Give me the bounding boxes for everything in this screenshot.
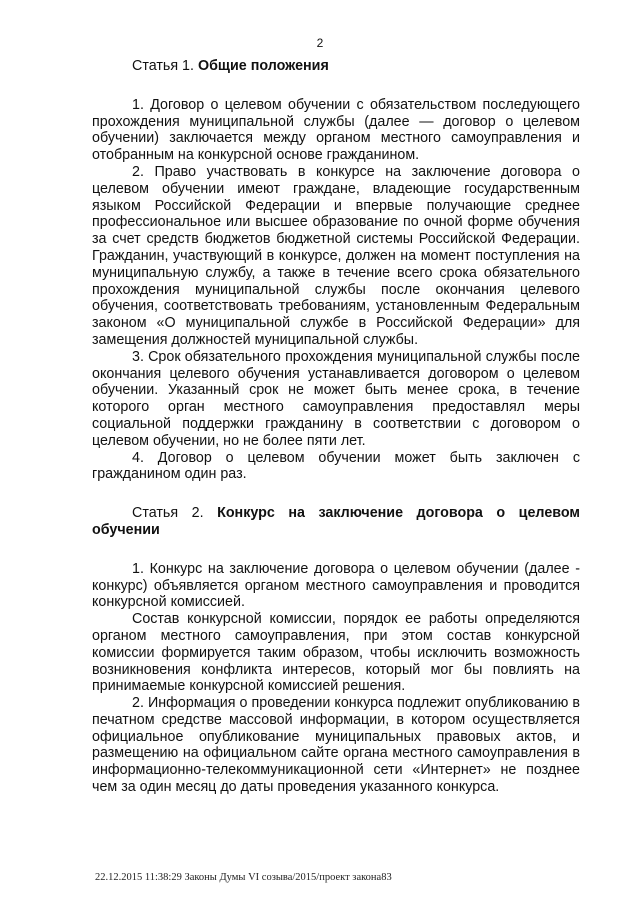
article-2-paragraph-1: 1. Конкурс на заключение договора о целевом обучении (далее - конкурс) объявляется органом местного самоуправления и проводится конкурсной комиссией. bbox=[92, 560, 580, 611]
page-number: 2 bbox=[316, 36, 324, 50]
article-2-paragraph-3: 2. Информация о проведении конкурса подлежит опубликованию в печатном средстве массовой информации, в котором осуществляется официальное опубликование муниципальных правовых актов, и размещению на официальном сайте органа местного самоуправления в информационно-телекоммуникационной сети «Интернет» не позднее чем за один месяц до даты проведения указанного конкурса. bbox=[92, 695, 580, 796]
article-2-paragraph-2: Состав конкурсной комиссии, порядок ее работы определяются органом местного самоуправления, при этом состав конкурсной комиссии формируется таким образом, чтобы исключить возможность возникновения конфликта интересов, который мог бы повлиять на принимаемые конкурсной комиссией решения. bbox=[92, 611, 580, 695]
article-1-paragraph-3: 3. Срок обязательного прохождения муниципальной службы после окончания целевого обучения устанавливается договором о целевом обучении. Указанный срок не может быть менее срока, в течение которого орган местного самоуправления предоставлял меры социальной поддержки гражданину в соответствии с договором о целевом обучении, но не более пяти лет. bbox=[92, 348, 580, 449]
document-footer: 22.12.2015 11:38:29 Законы Думы VI созыва/2015/проект закона83 bbox=[95, 872, 392, 883]
article-1-paragraph-2: 2. Право участвовать в конкурсе на заключение договора о целевом обучении имеют граждане, владеющие государственным языком Российской Федерации и впервые получающие среднее профессиональное или высшее образование по очной форме обучения за счет средств бюджетов бюджетной системы Российской Федерации. Гражданин, участвующий в конкурсе, должен на момент поступления на муниципальную службу, а также в течение всего срока обязательного прохождения муниципальной службы после окончания целевого обучения, соответствовать требованиям, установленным Федеральным законом «О муниципальной службе в Российской Федерации» для замещения должностей муниципальной службы. bbox=[92, 163, 580, 348]
article-1-paragraph-4: 4. Договор о целевом обучении может быть заключен с гражданином один раз. bbox=[92, 449, 580, 483]
article-1-heading bbox=[92, 58, 580, 75]
article-1-title: Общие положения bbox=[197, 58, 329, 74]
article-2-heading bbox=[92, 505, 580, 539]
article-2-prefix: Статья 2. bbox=[132, 505, 218, 522]
article-2-title: Конкурс на заключение договора о целевом обучении bbox=[92, 505, 580, 538]
document-body bbox=[92, 58, 580, 796]
article-1-prefix: Статья 1. bbox=[132, 58, 198, 74]
article-1-paragraph-1: 1. Договор о целевом обучении с обязательством последующего прохождения муниципальной службы (далее — договор о целевом обучении) заключается между органом местного самоуправления и отобранным на конкурсной основе гражданином. bbox=[92, 96, 580, 164]
